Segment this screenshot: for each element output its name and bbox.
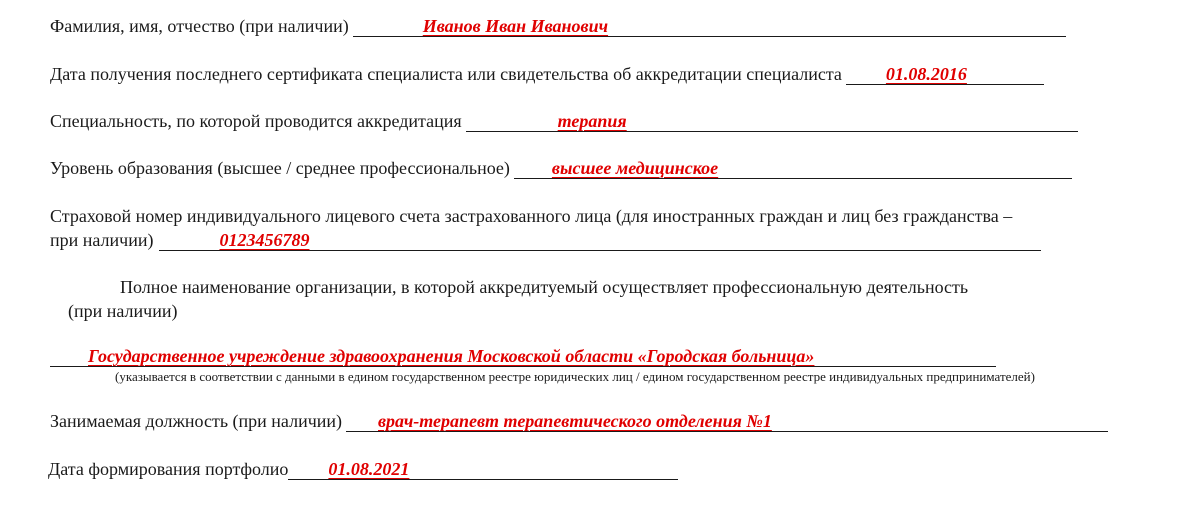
cert-date-value: 01.08.2016 xyxy=(885,64,967,84)
position-value: врач-терапевт терапевтического отделения №1 xyxy=(378,411,772,431)
fio-label: Фамилия, имя, отчество (при наличии) xyxy=(50,16,349,36)
organization-heading-line2: (при наличии) xyxy=(68,301,178,321)
organization-field[interactable] xyxy=(50,345,996,367)
specialty-value: терапия xyxy=(557,111,627,131)
education-row xyxy=(50,157,1072,179)
cert-date-row xyxy=(50,63,1044,85)
portfolio-date-label: Дата формирования портфолио xyxy=(48,459,289,479)
fio-field[interactable] xyxy=(353,15,1066,37)
position-field[interactable] xyxy=(346,410,1108,432)
organization-value: Государственное учреждение здравоохранения Московской области «Городская больница» xyxy=(88,346,815,366)
snils-label-line1: Страховой номер индивидуального лицевого счета застрахованного лица (для иностранных граждан и лиц без гражданства – xyxy=(50,206,1013,226)
education-field[interactable] xyxy=(514,157,1072,179)
snils-value: 0123456789 xyxy=(219,230,310,250)
snils-field[interactable] xyxy=(159,229,1041,251)
organization-heading-line1: Полное наименование организации, в которой аккредитуемый осуществляет профессиональную деятельность xyxy=(120,277,969,297)
organization-hint: (указывается в соответствии с данными в едином государственном реестре юридических лиц / едином государственном реестре индивидуальных предпринимателей) xyxy=(115,369,1035,384)
portfolio-date-field[interactable] xyxy=(288,458,678,480)
specialty-row xyxy=(50,110,1078,132)
portfolio-date-row xyxy=(48,458,678,480)
fio-row xyxy=(50,15,1066,37)
position-row xyxy=(50,410,1108,432)
cert-date-field[interactable] xyxy=(846,63,1044,85)
snils-label-line2: при наличии) xyxy=(50,230,154,250)
portfolio-date-value: 01.08.2021 xyxy=(328,459,410,479)
specialty-label: Специальность, по которой проводится аккредитация xyxy=(50,111,462,131)
specialty-field[interactable] xyxy=(466,110,1078,132)
education-value: высшее медицинское xyxy=(551,158,719,178)
snils-row-line2 xyxy=(50,229,1041,251)
cert-date-label: Дата получения последнего сертификата специалиста или свидетельства об аккредитации специалиста xyxy=(50,64,842,84)
snils-row-line1 xyxy=(50,205,1012,227)
education-label: Уровень образования (высшее / среднее профессиональное) xyxy=(50,158,510,178)
fio-value: Иванов Иван Иванович xyxy=(422,16,609,36)
position-label: Занимаемая должность (при наличии) xyxy=(50,411,343,431)
